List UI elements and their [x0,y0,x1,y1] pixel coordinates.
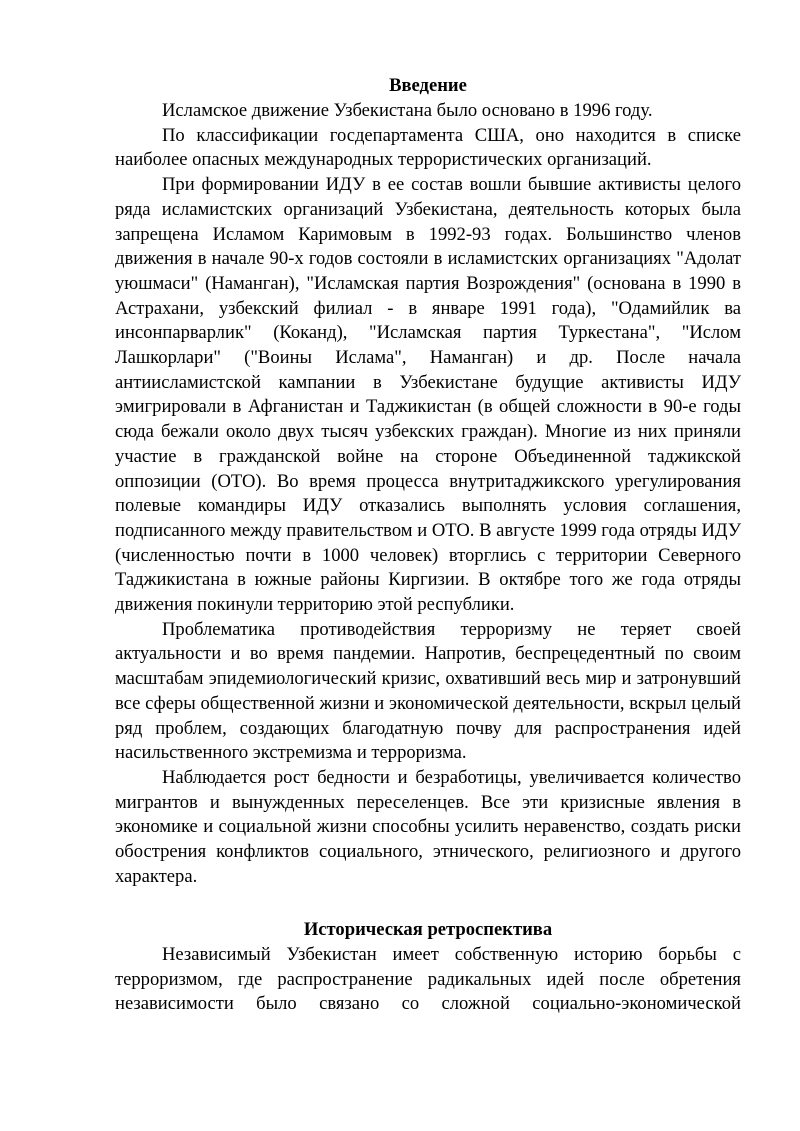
introduction-section [115,99,741,890]
paragraph-poverty: Наблюдается рост бедности и безработицы, увеличивается количество мигрантов и вынужденных переселенцев. Все эти кризисные явления в экономике и социальной жизни способны усилить неравенство, создать риски обострения конфликтов социального, этнического, религиозного и другого характера. [115,766,741,887]
history-section [115,943,741,1017]
heading-introduction: Введение [389,75,467,96]
paragraph-formation: При формировании ИДУ в ее состав вошли бывшие активисты целого ряда исламистских организаций Узбекистана, деятельность которых была запрещена Исламом Каримовым в 1992-93 годах. Большинство членов движения в начале 90-х годов состояли в исламистских организациях "Адолат уюшмаси" (Наманган), "Исламская партия Возрождения" (основана в 1990 в Астрахани, узбекский филиал - в январе 1991 года), "Одамийлик ва инсонпарварлик" (Коканд), "Исламская партия Туркестана", "Ислом Лашкорлари" ("Воины Ислама", Наманган) и др. После начала антиисламистской кампании в Узбекистане будущие активисты ИДУ эмигрировали в Афганистан и Таджикистан (в общей сложности в 90-е годы сюда бежали около двух тысяч узбекских граждан). Многие из них приняли участие в гражданской войне на стороне Объединенной таджикской оппозиции (ОТО). Во время процесса внутритаджикского урегулирования полевые командиры ИДУ отказались выполнять условия соглашения, подписанного между правительством и ОТО. В августе 1999 года отряды ИДУ (численностью почти в 1000 человек) вторглись с территории Северного Таджикистана в южные районы Киргизии. В октябре того же года отряды движения покинули территорию этой республики. [115,174,741,616]
heading-historical-retrospective: Историческая ретроспектива [303,919,553,940]
paragraph-classification: По классификации госдепартамента США, оно находится в списке наиболее опасных международных террористических организаций. [115,124,741,171]
paragraph-pandemic: Проблематика противодействия терроризму не теряет своей актуальности и во время пандемии. Напротив, беспрецедентный по своим масштабам эпидемиологический кризис, охвативший весь мир и затронувший все сферы общественной жизни и экономической деятельности, вскрыл целый ряд проблем, создающих благодатную почву для распространения идей насильственного экстремизма и терроризма. [115,618,741,764]
paragraph-independent-uzbekistan: Независимый Узбекистан имеет собственную историю борьбы с терроризмом, где распространение радикальных идей после обретения независимости было связано со сложной социально-экономической [115,944,741,1015]
paragraph-founding: Исламское движение Узбекистана было основано в 1996 году. [162,100,653,121]
